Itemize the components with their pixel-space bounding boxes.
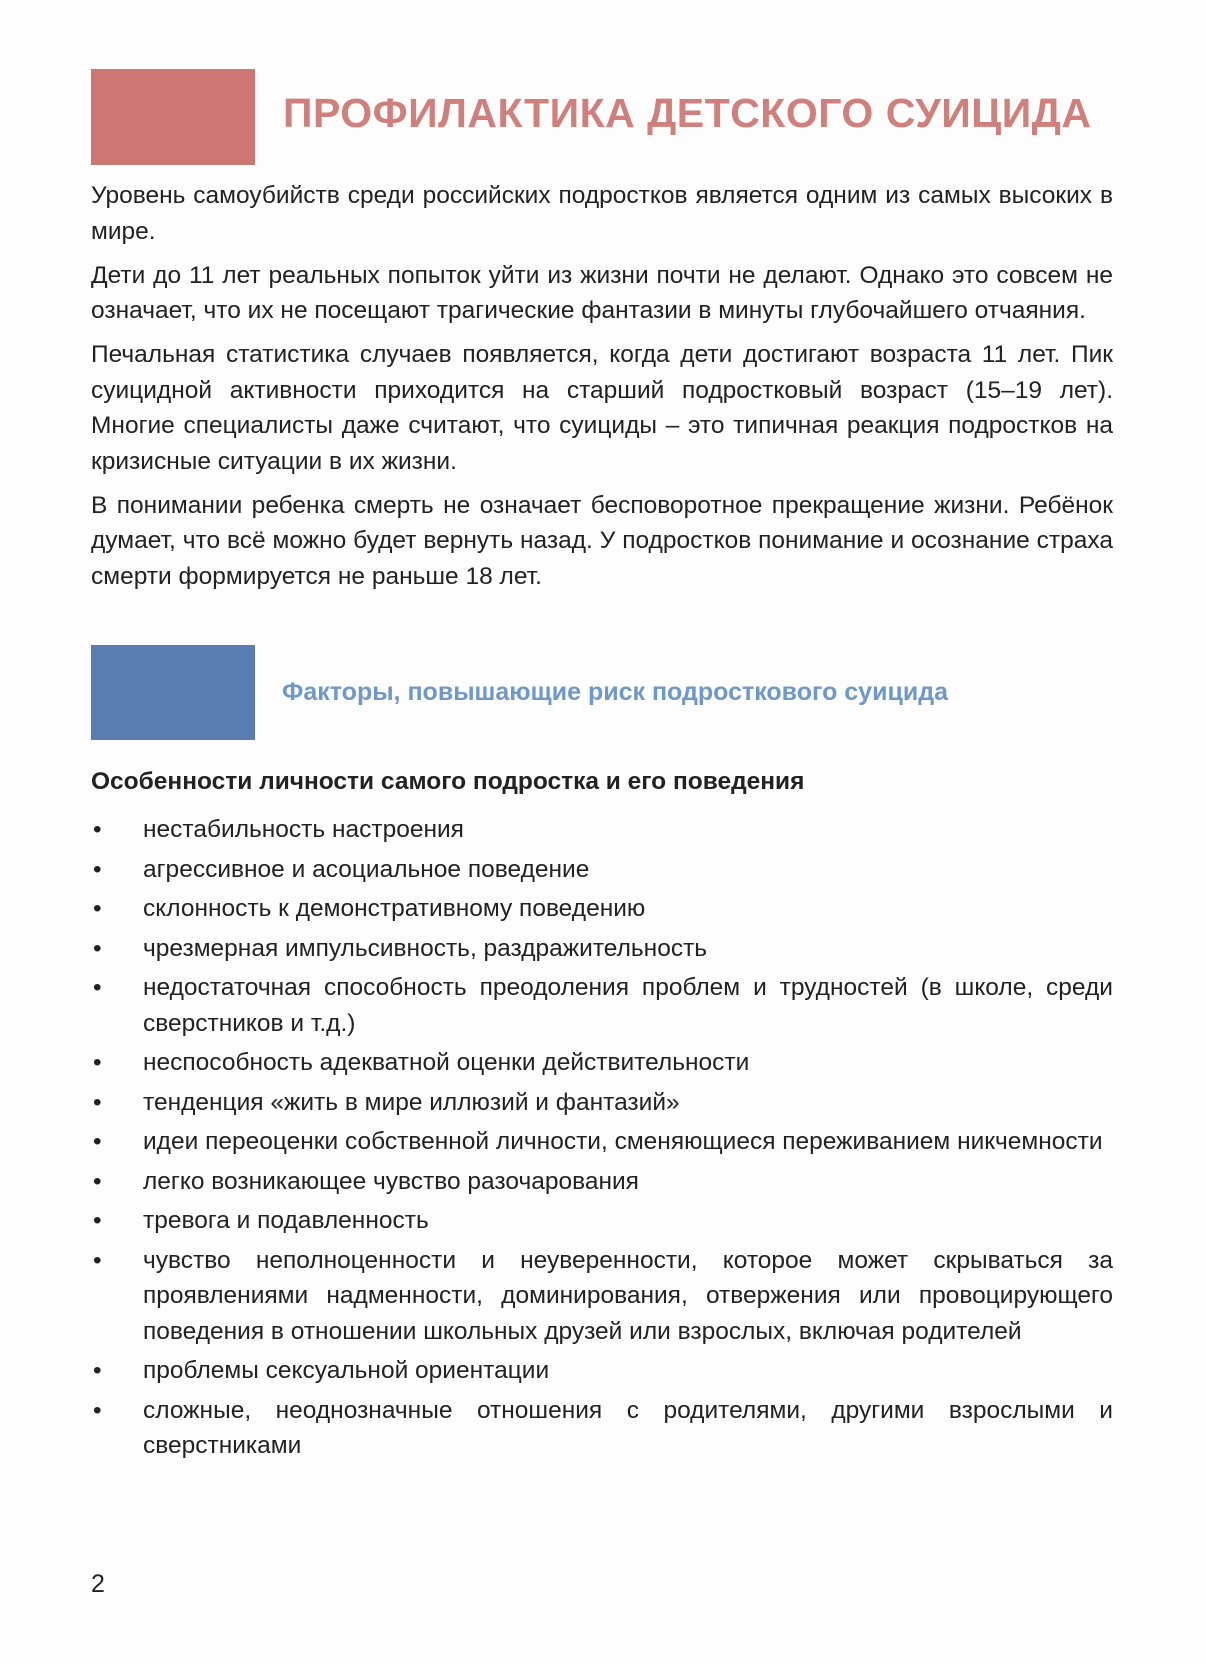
section-heading: Особенности личности самого подростка и его поведения <box>91 768 805 795</box>
list-item-text: чувство неполноценности и неуверенности, которое может скрываться за проявлениями надменности, доминирования, отвержения или провоцирующего поведения в отношении школьных друзей или взрослых, включая родителей <box>143 1246 1113 1345</box>
bullet-icon: • <box>93 855 102 883</box>
list-item <box>91 1164 1113 1200</box>
bullet-icon: • <box>93 1128 102 1155</box>
intro-text <box>91 178 1113 603</box>
page-number: 2 <box>91 1570 105 1598</box>
list-item <box>91 931 1113 967</box>
list-item-text: сложные, неоднозначные отношения с родителями, другими взрослыми и сверстниками <box>143 1396 1113 1459</box>
list-item-text: чрезмерная импульсивность, раздражительность <box>143 934 708 962</box>
paragraph: Печальная статистика случаев появляется, когда дети достигают возраста 11 лет. Пик суицидной активности приходится на старший подростковый возраст (15–19 лет). Многие специалисты даже считают, что суициды – это типичная реакция подростков на кризисные ситуации в их жизни. <box>91 341 1113 475</box>
risk-factor-list <box>91 812 1113 1468</box>
bullet-icon: • <box>93 1088 102 1116</box>
paragraph: Дети до 11 лет реальных попыток уйти из жизни почти не делают. Однако это совсем не означает, что их не посещают трагические фантазии в минуты глубочайшего отчаяния. <box>91 261 1113 324</box>
bullet-icon: • <box>93 1049 102 1076</box>
bullet-icon: • <box>93 1357 102 1384</box>
list-item <box>91 1045 1113 1081</box>
bullet-icon: • <box>93 1246 102 1274</box>
list-item-text: тенденция «жить в мире иллюзий и фантазий» <box>143 1088 680 1116</box>
page-title: ПРОФИЛАКТИКА ДЕТСКОГО СУИЦИДА <box>283 90 1092 136</box>
list-item <box>91 1243 1113 1350</box>
list-item-text: проблемы сексуальной ориентации <box>143 1357 550 1384</box>
bullet-icon: • <box>93 816 102 843</box>
bullet-icon: • <box>93 1207 102 1234</box>
bullet-icon: • <box>93 1396 102 1424</box>
list-item <box>91 1353 1113 1389</box>
list-item <box>91 1393 1113 1464</box>
bullet-icon: • <box>93 974 102 1001</box>
list-item-text: неспособность адекватной оценки действительности <box>143 1049 750 1076</box>
bullet-icon: • <box>93 895 102 922</box>
paragraph: Уровень самоубийств среди российских подростков является одним из самых высоких в мире. <box>91 182 1113 245</box>
list-item <box>91 1085 1113 1121</box>
list-item <box>91 970 1113 1041</box>
subtitle-accent-block <box>91 645 255 740</box>
paragraph: В понимании ребенка смерть не означает бесповоротное прекращение жизни. Ребёнок думает, что всё можно будет вернуть назад. У подростков понимание и осознание страха смерти формируется не раньше 18 лет. <box>91 491 1113 590</box>
list-item-text: недостаточная способность преодоления проблем и трудностей (в школе, среди сверстников и т.д.) <box>143 974 1113 1037</box>
bullet-icon: • <box>93 1167 102 1195</box>
list-item-text: агрессивное и асоциальное поведение <box>143 855 590 883</box>
list-item-text: идеи переоценки собственной личности, сменяющиеся переживанием никчемности <box>143 1128 1103 1155</box>
section-subtitle: Факторы, повышающие риск подросткового суицида <box>282 678 948 706</box>
list-item-text: легко возникающее чувство разочарования <box>143 1167 639 1195</box>
list-item <box>91 1203 1113 1239</box>
list-item-text: нестабильность настроения <box>143 816 464 843</box>
bullet-icon: • <box>93 934 102 962</box>
list-item <box>91 1124 1113 1160</box>
list-item <box>91 852 1113 888</box>
list-item <box>91 812 1113 848</box>
list-item <box>91 891 1113 927</box>
list-item-text: склонность к демонстративному поведению <box>143 895 646 922</box>
title-accent-block <box>91 69 255 165</box>
list-item-text: тревога и подавленность <box>143 1207 429 1234</box>
